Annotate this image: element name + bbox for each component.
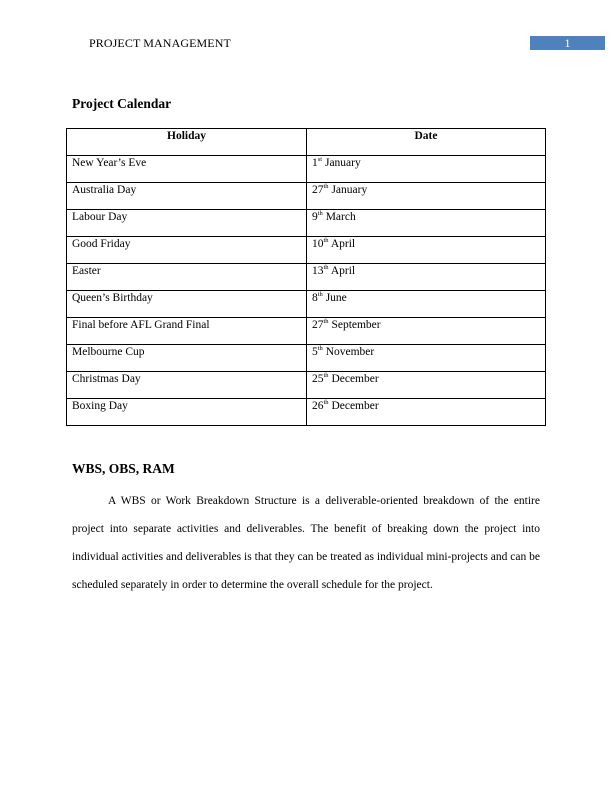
date-cell	[307, 183, 546, 210]
wbs-paragraph: A WBS or Work Breakdown Structure is a deliverable-oriented breakdown of the entire project into separate activities and deliverables. The benefit of breaking down the project into individual activities and deliverables is that they can be treated as individual mini-projects and can be scheduled separately in order to determine the overall schedule for the project.	[72, 495, 540, 591]
holiday-cell: Good Friday	[67, 237, 307, 264]
date-day: 25	[312, 373, 324, 385]
table-row	[67, 399, 546, 426]
date-day: 10	[312, 238, 324, 250]
holiday-cell: Christmas Day	[67, 372, 307, 399]
project-calendar-table	[66, 128, 546, 426]
table-row	[67, 372, 546, 399]
date-month: December	[331, 400, 379, 412]
column-header-holiday: Holiday	[67, 129, 307, 156]
date-month: April	[330, 265, 356, 277]
date-cell	[307, 264, 546, 291]
date-ordinal-suffix: th	[317, 210, 323, 218]
date-month: December	[331, 373, 379, 385]
date-ordinal-suffix: th	[323, 372, 329, 380]
date-ordinal-suffix: st	[317, 156, 323, 164]
table-row	[67, 345, 546, 372]
date-month: March	[325, 211, 356, 223]
date-cell	[307, 156, 546, 183]
date-day: 8	[312, 292, 318, 304]
date-month: June	[325, 292, 347, 304]
table-row	[67, 318, 546, 345]
holiday-cell: Melbourne Cup	[67, 345, 307, 372]
date-ordinal-suffix: th	[323, 264, 329, 272]
date-ordinal-suffix: th	[323, 399, 329, 407]
table-row	[67, 264, 546, 291]
date-day: 1	[312, 157, 318, 169]
holiday-cell: Australia Day	[67, 183, 307, 210]
date-ordinal-suffix: th	[323, 237, 329, 245]
date-cell	[307, 318, 546, 345]
date-ordinal-suffix: th	[317, 291, 323, 299]
holiday-cell: Easter	[67, 264, 307, 291]
holiday-cell: Final before AFL Grand Final	[67, 318, 307, 345]
date-month: April	[330, 238, 356, 250]
holiday-cell: Labour Day	[67, 210, 307, 237]
table-row	[67, 156, 546, 183]
holiday-cell: Boxing Day	[67, 399, 307, 426]
date-cell	[307, 399, 546, 426]
project-calendar-heading: Project Calendar	[72, 96, 172, 111]
date-cell	[307, 291, 546, 318]
date-month: January	[331, 184, 368, 196]
date-cell	[307, 372, 546, 399]
wbs-obs-ram-heading: WBS, OBS, RAM	[72, 461, 175, 476]
date-cell	[307, 237, 546, 264]
date-day: 27	[312, 319, 324, 331]
date-ordinal-suffix: th	[323, 318, 329, 326]
date-day: 27	[312, 184, 324, 196]
table-row	[67, 291, 546, 318]
date-month: January	[324, 157, 361, 169]
date-month: November	[325, 346, 375, 358]
date-day: 13	[312, 265, 324, 277]
column-header-date: Date	[307, 129, 546, 156]
holiday-cell: New Year’s Eve	[67, 156, 307, 183]
date-cell	[307, 345, 546, 372]
date-cell	[307, 210, 546, 237]
date-day: 5	[312, 346, 318, 358]
running-header-title: PROJECT MANAGEMENT	[89, 36, 231, 50]
date-ordinal-suffix: th	[323, 183, 329, 191]
holiday-cell: Queen’s Birthday	[67, 291, 307, 318]
date-day: 26	[312, 400, 324, 412]
date-month: September	[331, 319, 381, 331]
date-ordinal-suffix: th	[317, 345, 323, 353]
table-row	[67, 183, 546, 210]
table-row	[67, 210, 546, 237]
page-number: 1	[530, 36, 605, 50]
table-row	[67, 237, 546, 264]
date-day: 9	[312, 211, 318, 223]
table-header-row	[67, 129, 546, 156]
